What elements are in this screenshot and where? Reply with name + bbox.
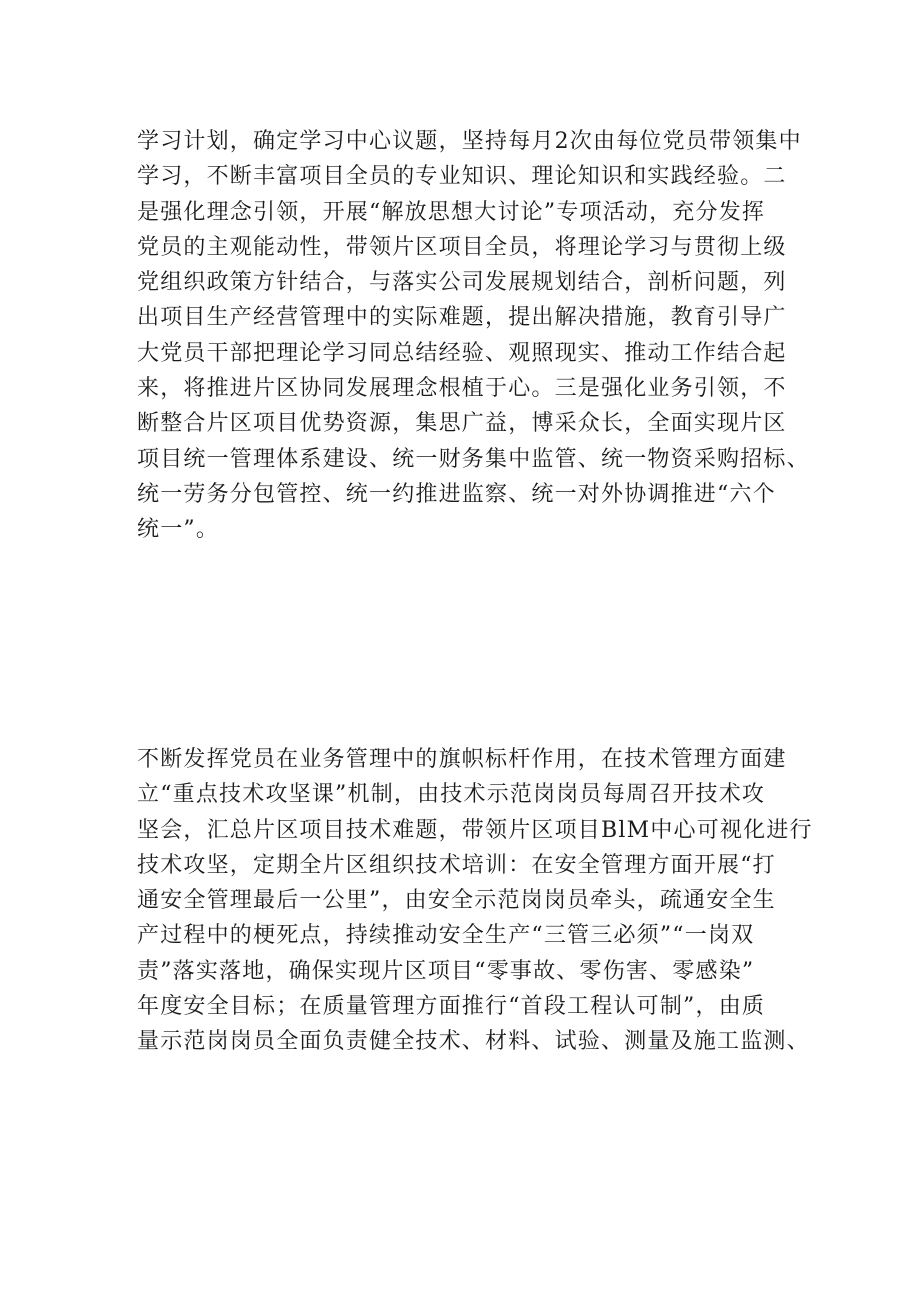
text-line: 技术攻坚，定期全片区组织技术培训：在安全管理方面开展“打 [137,852,776,878]
paragraph-2 [137,742,813,1060]
text-line: 出项目生产经营管理中的实际难题，提出解决措施，教育引导广 [137,305,787,331]
text-line: 不断发挥党员在业务管理中的旗帜标杆作用，在技术管理方面建 [137,747,787,772]
text-line: 项目统一管理体系建设、统一财务集中监管、统一物资采购招标、 [137,446,810,472]
text-line: 党员的主观能动性，带领片区项目全员，将理论学习与贯彻上级 [137,234,787,260]
paragraph-1 [137,124,810,548]
text-line: 通安全管理最后一公里”，由安全示范岗岗员牵头，疏通安全生 [137,888,776,914]
text-line: 学习计划，确定学习中心议题，坚持每月2次由每位党员带领集中 [137,129,802,154]
text-line: 统一”。 [137,517,220,543]
text-line: 来，将推进片区协同发展理念根植于心。三是强化业务引领，不 [137,376,787,402]
text-line: 年度安全目标；在质量管理方面推行“首段工程认可制”，由质 [137,994,766,1020]
text-line: 量示范岗岗员全面负责健全技术、材料、试验、测量及施工监测、 [137,1029,810,1055]
text-line: 党组织政策方针结合，与落实公司发展规划结合，剖析问题，列 [137,270,787,296]
text-line: 断整合片区项目优势资源，集思广益，博采众长，全面实现片区 [137,411,787,437]
text-line: 立“重点技术攻坚课”机制，由技术示范岗岗员每周召开技术攻 [137,782,766,808]
text-line: 是强化理念引领，开展“解放思想大讨论”专项活动，充分发挥 [137,199,766,225]
text-line: 大党员干部把理论学习同总结经验、观照现实、推动工作结合起 [137,340,787,366]
text-line: 学习，不断丰富项目全员的专业知识、理论知识和实践经验。二 [137,164,787,190]
text-line: 产过程中的梗死点，持续推动安全生产“三管三必须”“一岗双 [137,923,755,949]
text-line: 责”落实落地，确保实现片区项目“零事故、零伤害、零感染” [137,958,755,984]
text-line: 坚会，汇总片区项目技术难题，带领片区项目BlM中心可视化进行 [137,817,813,843]
text-line: 统一劳务分包管控、统一约推进监察、统一对外协调推进“六个 [137,481,776,507]
